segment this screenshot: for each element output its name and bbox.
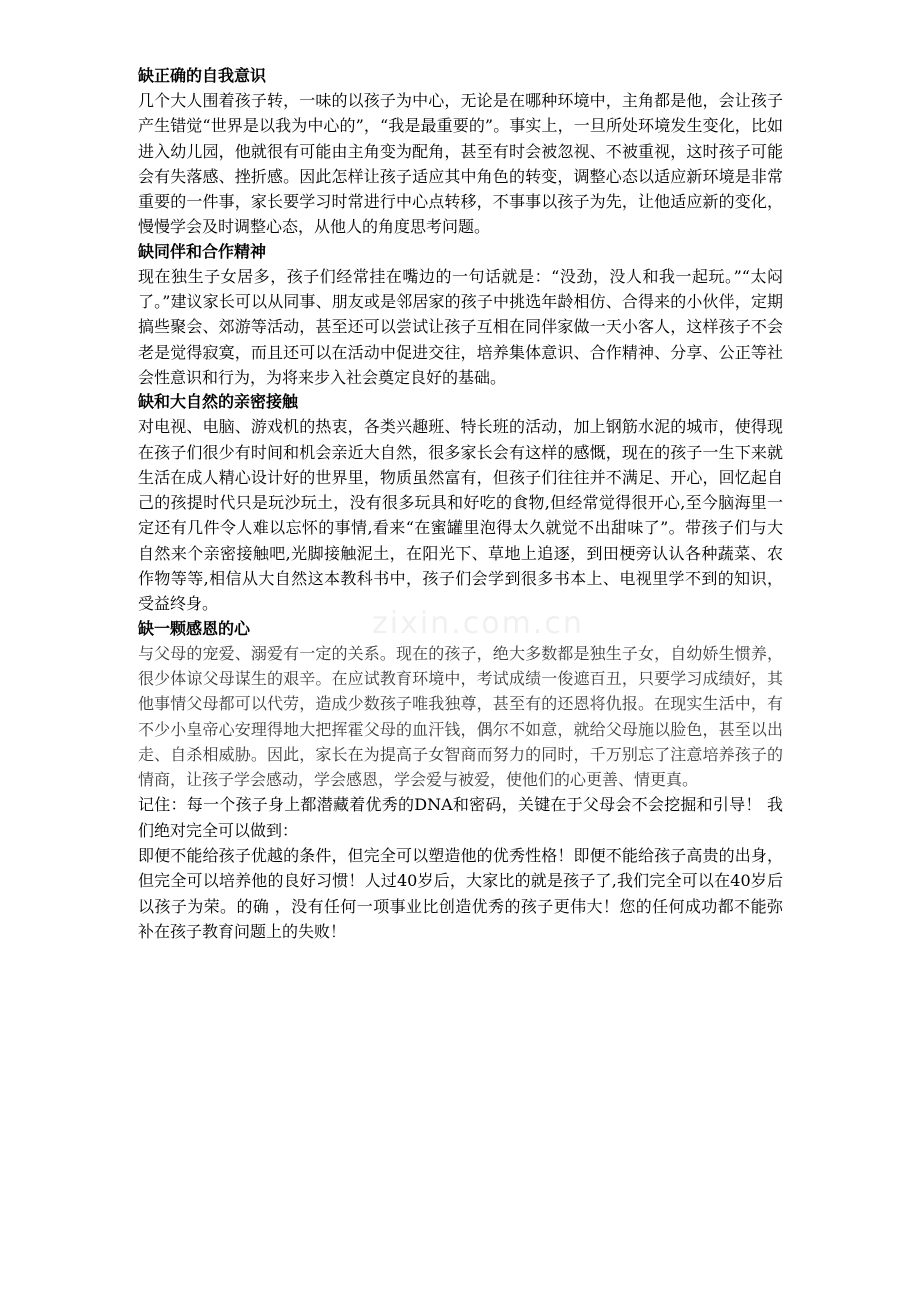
section-body-nature: 对电视、电脑、游戏机的热衷，各类兴趣班、特长班的活动，加上钢筋水泥的城市，使得现在孩子们很少有时间和机会亲近大自然，很多家长会有这样的感慨，现在的孩子一生下来就生活在成人精心设计好的世界里，物质虽然富有，但孩子们往往并不满足、开心，回忆起自己的孩提时代只是玩沙玩土，没有很多玩具和好吃的食物,但经常觉得很开心,至今脑海里一定还有几件令人难以忘怀的事情,看来“在蜜罐里泡得太久就觉不出甜味了”。带孩子们与大自然来个亲密接触吧,光脚接触泥土，在阳光下、草地上追逐，到田梗旁认认各种蔬菜、农作物等等,相信从大自然这本教科书中，孩子们会学到很多书本上、电视里学不到的知识，受益终身。	[138, 417, 783, 614]
document-page	[138, 64, 783, 944]
watermark: zixin.com.cn	[372, 606, 584, 641]
section-heading-nature: 缺和大自然的亲密接触	[138, 392, 299, 412]
section-heading-cooperation: 缺同伴和合作精神	[138, 241, 267, 261]
section-body-cooperation: 现在独生子女居多，孩子们经常挂在嘴边的一句话就是：“没劲，没人和我一起玩。”“太闷了。”建议家长可以从同事、朋友或是邻居家的孩子中挑选年龄相仿、合得来的小伙伴，定期搞些聚会、郊游等活动，甚至还可以尝试让孩子互相在同伴家做一天小客人，这样孩子不会老是觉得寂寞，而且还可以在活动中促进交往，培养集体意识、合作精神、分享、公正等社会性意识和行为，为将来步入社会奠定良好的基础。	[138, 266, 783, 387]
section-body-gratitude: 与父母的宠爱、溺爱有一定的关系。现在的孩子，绝大多数都是独生子女，自幼娇生惯养，很少体谅父母谋生的艰辛。在应试教育环境中，考试成绩一俊遮百丑，只要学习成绩好，其他事情父母都可以代劳，造成少数孩子唯我独尊，甚至有的还恩将仇报。在现实生活中，有不少小皇帝心安理得地大把挥霍父母的血汗钱，偶尔不如意，就给父母施以脸色，甚至以出走、自杀相威胁。因此，家长在为提高子女智商而努力的同时，千万别忘了注意培养孩子的情商，让孩子学会感动，学会感恩，学会爱与被爱，使他们的心更善、情更真。	[138, 643, 783, 790]
section-heading-self-awareness: 缺正确的自我意识	[138, 66, 267, 85]
section-heading-gratitude: 缺一颗感恩的心	[138, 618, 251, 638]
closing-remember: 记住：每一个孩子身上都潜藏着优秀的DNA和密码，关键在于父母会不会挖掘和引导！ 我们绝对完全可以做到：	[138, 795, 783, 840]
section-body-self-awareness: 几个大人围着孩子转，一味的以孩子为中心，无论是在哪种环境中，主角都是他，会让孩子产生错觉“世界是以我为中心的”，“我是最重要的”。事实上，一旦所处环境发生变化，比如进入幼儿园，他就很有可能由主角变为配角，甚至有时会被忽视、不被重视，这时孩子可能会有失落感、挫折感。因此怎样让孩子适应其中角色的转变，调整心态以适应新环境是非常重要的一件事，家长要学习时常进行中心点转移，不事事以孩子为先，让他适应新的变化，慢慢学会及时调整心态，从他人的角度思考问题。	[138, 91, 783, 237]
closing-final: 即便不能给孩子优越的条件，但完全可以塑造他的优秀性格！即便不能给孩子高贵的出身，但完全可以培养他的良好习惯！人过40岁后，大家比的就是孩子了,我们完全可以在40岁后以孩子为荣。的确 ，没有任何一项事业比创造优秀的孩子更伟大！您的任何成功都不能弥补在孩子教育问题上的失败！	[138, 846, 783, 941]
